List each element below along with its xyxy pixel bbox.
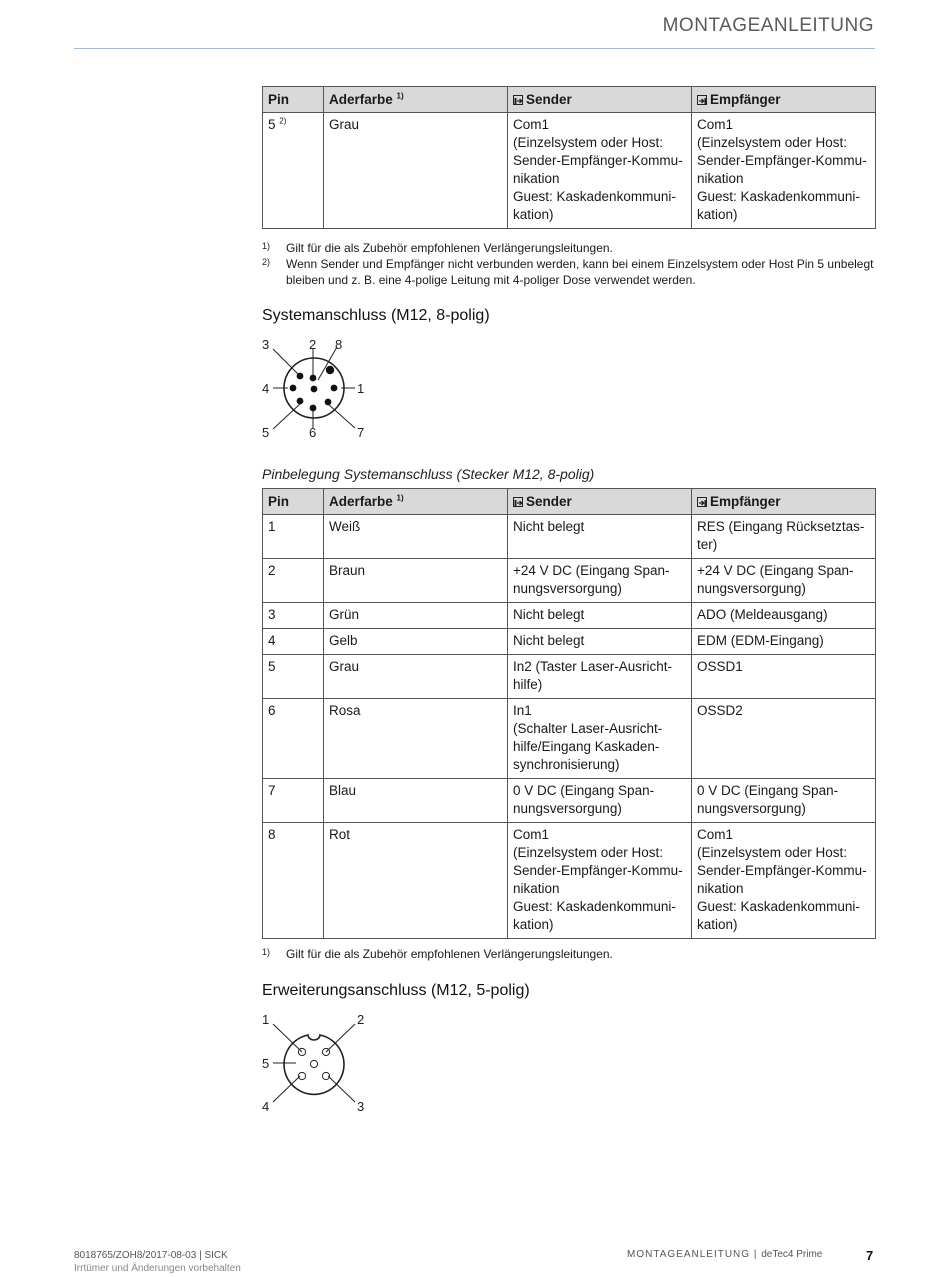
pin-label-4: 4 — [262, 381, 270, 396]
cell-color: Grün — [324, 603, 508, 629]
section-title-system: Systemanschluss (M12, 8-polig) — [262, 307, 490, 324]
cell-receiver: OSSD1 — [692, 655, 876, 699]
footnote-ref: 1) — [396, 493, 404, 503]
cell-pin: 8 — [263, 823, 324, 939]
cell-sender: Nicht belegt — [508, 603, 692, 629]
cell-receiver: +24 V DC (Eingang Span- nungsversorgung) — [692, 559, 876, 603]
cell-color: Rosa — [324, 699, 508, 779]
footnote-ref: 1) — [396, 91, 404, 101]
col-pin: Pin — [263, 87, 324, 113]
header-rule — [74, 48, 875, 49]
page-header-title: MONTAGEANLEITUNG — [662, 15, 874, 36]
footnote-text: Gilt für die als Zubehör empfohlenen Verlängerungsleitungen. — [286, 947, 613, 961]
cell-sender: +24 V DC (Eingang Span- nungsversorgung) — [508, 559, 692, 603]
receiver-icon — [697, 95, 707, 105]
cell-receiver: Com1 (Einzelsystem oder Host: Sender-Empfänger-Kommu- nikation Guest: Kaskadenkommuni- kation) — [692, 823, 876, 939]
footnote-text: Wenn Sender und Empfänger nicht verbunden werden, kann bei einem Einzelsystem oder Host Pin 5 unbelegt bleiben und z. B. eine 4-polige Leitung mit 4-poliger Dose verwendet werden. — [286, 257, 874, 287]
footnote-mark: 1) — [262, 241, 271, 251]
col-sender — [508, 87, 692, 113]
col-receiver — [692, 489, 876, 515]
m12-5pin-diagram — [255, 1010, 385, 1120]
pin-dot-2 — [310, 375, 317, 382]
receiver-icon — [697, 497, 707, 507]
col-sender-label: Sender — [526, 494, 572, 509]
pin-label-6: 6 — [309, 425, 317, 440]
col-color-label: Aderfarbe — [329, 92, 393, 107]
pin-label-2: 2 — [309, 337, 317, 352]
table-row — [263, 699, 876, 779]
footnote-mark: 2) — [262, 257, 271, 267]
pin-label-3: 3 — [357, 1099, 365, 1114]
footer-disclaimer: Irrtümer und Änderungen vorbehalten — [74, 1263, 241, 1274]
cell-pin: 3 — [263, 603, 324, 629]
cell-pin: 6 — [263, 699, 324, 779]
pin-dot-1 — [331, 385, 338, 392]
pin-label-5: 5 — [262, 1056, 270, 1071]
footer-separator: | — [753, 1249, 758, 1260]
footnote — [262, 240, 875, 256]
pin-dot-6 — [310, 405, 317, 412]
sender-icon — [513, 95, 523, 105]
cell-pin: 7 — [263, 779, 324, 823]
pin-dot-3 — [297, 373, 304, 380]
sender-icon — [513, 497, 523, 507]
cell-pin: 1 — [263, 515, 324, 559]
cell-pin: 2 — [263, 559, 324, 603]
pin-table-continued — [262, 86, 876, 229]
cell-sender: 0 V DC (Eingang Span- nungsversorgung) — [508, 779, 692, 823]
table-row — [263, 603, 876, 629]
footnote-text: Gilt für die als Zubehör empfohlenen Verlängerungsleitungen. — [286, 241, 613, 255]
table-row — [263, 559, 876, 603]
table-header-row — [263, 489, 876, 515]
cell-receiver: EDM (EDM-Eingang) — [692, 629, 876, 655]
col-receiver — [692, 87, 876, 113]
pin-dot-8 — [326, 366, 334, 374]
section-title-extension: Erweiterungsanschluss (M12, 5-polig) — [262, 982, 530, 999]
pin-label-7: 7 — [357, 425, 365, 440]
pin-label-3: 3 — [262, 337, 270, 352]
col-pin: Pin — [263, 489, 324, 515]
footnotes-bottom — [262, 946, 875, 962]
cell-pin: 5 — [263, 655, 324, 699]
cell-sender: Nicht belegt — [508, 629, 692, 655]
cell-color: Grau — [324, 113, 508, 229]
cell-color: Braun — [324, 559, 508, 603]
table-row — [263, 779, 876, 823]
cell-receiver: ADO (Meldeausgang) — [692, 603, 876, 629]
cell-sender: Com1 (Einzelsystem oder Host: Sender-Empfänger-Kommu- nikation Guest: Kaskadenkommuni- kation) — [508, 113, 692, 229]
pin-label-1: 1 — [357, 381, 365, 396]
col-sender — [508, 489, 692, 515]
cell-sender: Com1 (Einzelsystem oder Host: Sender-Empfänger-Kommu- nikation Guest: Kaskadenkommuni- kation) — [508, 823, 692, 939]
cell-receiver: Com1 (Einzelsystem oder Host: Sender-Empfänger-Kommu- nikation Guest: Kaskadenkommuni- kation) — [692, 113, 876, 229]
cell-receiver: RES (Eingang Rücksetztas- ter) — [692, 515, 876, 559]
footnote — [262, 946, 875, 962]
cell-sender: Nicht belegt — [508, 515, 692, 559]
pin-label-2: 2 — [357, 1012, 365, 1027]
pin-label-1: 1 — [262, 1012, 270, 1027]
footer-product: deTec4 Prime — [761, 1249, 823, 1260]
cell-pin: 4 — [263, 629, 324, 655]
table-row — [263, 629, 876, 655]
table-row — [263, 515, 876, 559]
cell-receiver: 0 V DC (Eingang Span- nungsversorgung) — [692, 779, 876, 823]
pin-label-8: 8 — [335, 337, 343, 352]
table-row — [263, 113, 876, 229]
pin-label-5: 5 — [262, 425, 270, 440]
page-number: 7 — [866, 1248, 874, 1263]
footer-doc-ref: 8018765/ZOH8/2017-08-03 | SICK — [74, 1250, 228, 1261]
table-caption-system: Pinbelegung Systemanschluss (Stecker M12, 8-polig) — [262, 466, 595, 482]
pin-dot-7 — [325, 399, 332, 406]
footnote-mark: 1) — [262, 947, 271, 957]
col-sender-label: Sender — [526, 92, 572, 107]
footer-left — [74, 1249, 241, 1275]
pin-dot-5 — [310, 1060, 317, 1067]
col-receiver-label: Empfänger — [710, 494, 781, 509]
table-row — [263, 823, 876, 939]
cell-pin-value: 5 — [268, 117, 276, 132]
footer-doc-type: MONTAGEANLEITUNG — [627, 1249, 751, 1260]
footnote — [262, 256, 875, 288]
footnote-ref: 2) — [279, 116, 287, 126]
cell-pin — [263, 113, 324, 229]
cell-color: Blau — [324, 779, 508, 823]
cell-color: Rot — [324, 823, 508, 939]
table-row — [263, 655, 876, 699]
footnotes-top — [262, 240, 875, 288]
col-color — [324, 489, 508, 515]
cell-sender: In2 (Taster Laser-Ausricht- hilfe) — [508, 655, 692, 699]
table-header-row — [263, 87, 876, 113]
cell-color: Grau — [324, 655, 508, 699]
col-color-label: Aderfarbe — [329, 494, 393, 509]
pin-dot-5 — [297, 398, 304, 405]
cell-receiver: OSSD2 — [692, 699, 876, 779]
pin-label-4: 4 — [262, 1099, 270, 1114]
cell-color: Gelb — [324, 629, 508, 655]
cell-color: Weiß — [324, 515, 508, 559]
pin-dot-center — [311, 386, 318, 393]
footer-right — [627, 1249, 822, 1260]
pin-dot-4 — [290, 385, 297, 392]
col-receiver-label: Empfänger — [710, 92, 781, 107]
cell-sender: In1 (Schalter Laser-Ausricht- hilfe/Eingang Kaskaden- synchronisierung) — [508, 699, 692, 779]
col-color — [324, 87, 508, 113]
m12-8pin-diagram — [255, 334, 385, 446]
pin-table-system — [262, 488, 876, 939]
